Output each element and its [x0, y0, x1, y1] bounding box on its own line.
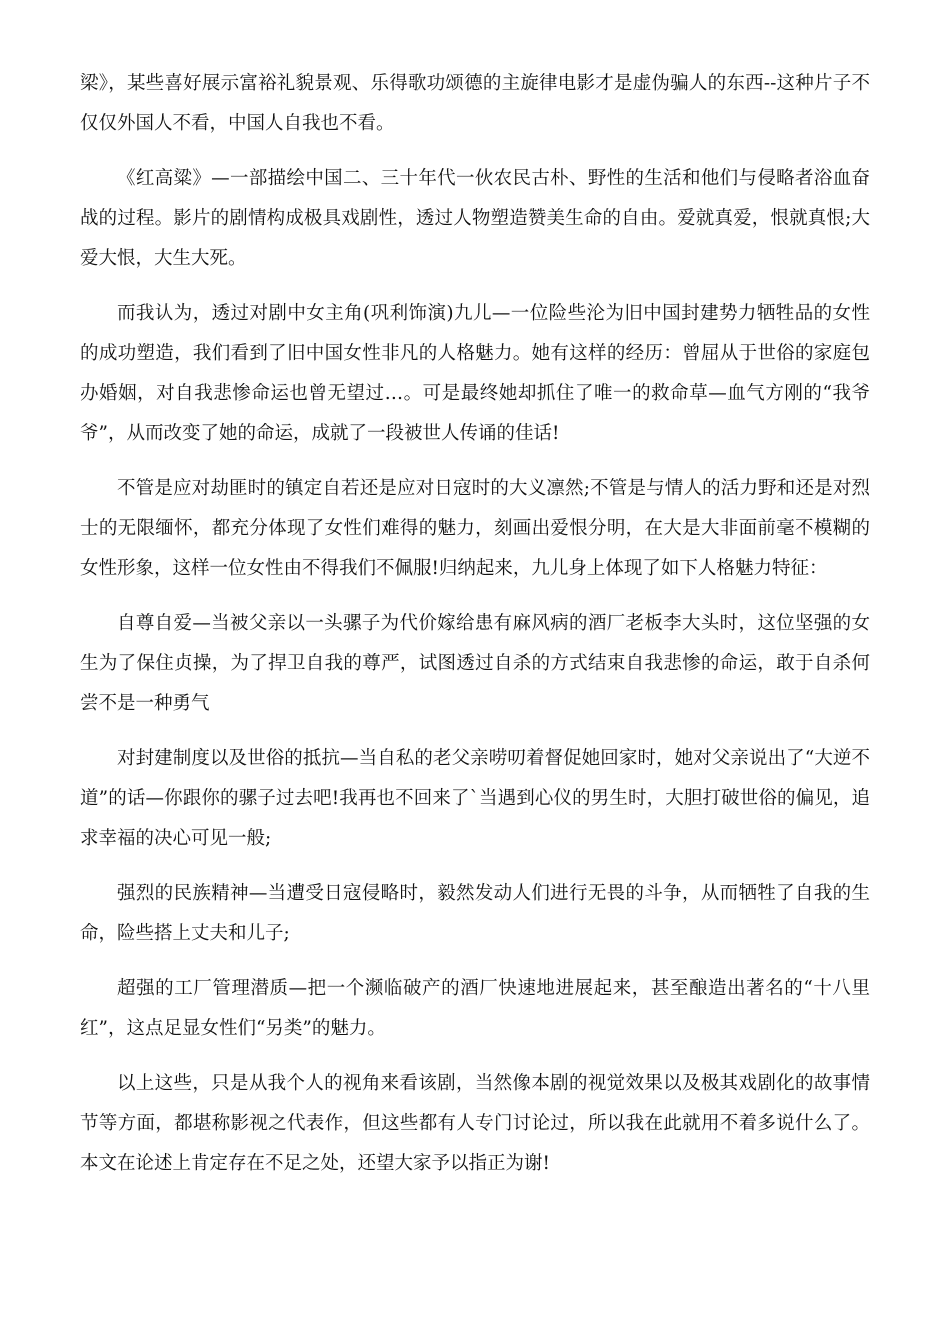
paragraph-national-spirit: 强烈的民族精神—当遭受日寇侵略时，毅然发动人们进行无畏的斗争，从而牺牲了自我的生命，险些搭上丈夫和儿子; — [80, 883, 870, 944]
paragraph-self-respect: 自尊自爱—当被父亲以一头骡子为代价嫁给患有麻风病的酒厂老板李大头时，这位坚强的女生为了保住贞操，为了捍卫自我的尊严，试图透过自杀的方式结束自我悲惨的命运，敢于自杀何尝不是一种勇气 — [80, 613, 870, 714]
paragraph-continuation: 梁》，某些喜好展示富裕礼貌景观、乐得歌功颂德的主旋律电影才是虚伪骗人的东西--这种片子不仅仅外国人不看，中国人自我也不看。 — [80, 73, 870, 134]
paragraph-resistance: 对封建制度以及世俗的抵抗—当自私的老父亲唠叨着督促她回家时，她对父亲说出了“大逆不道”的话—你跟你的骡子过去吧!我再也不回来了`当遇到心仪的男生时，大胆打破世俗的偏见，追求幸福的决心可见一般; — [80, 748, 870, 849]
paragraph-charm-overview: 不管是应对劫匪时的镇定自若还是应对日寇时的大义凛然;不管是与情人的活力野和还是对烈士的无限缅怀，都充分体现了女性们难得的魅力，刻画出爱恨分明，在大是大非面前毫不模糊的女性形象，这样一位女性由不得我们不佩服!归纳起来，九儿身上体现了如下人格魅力特征： — [80, 478, 870, 579]
paragraph-management: 超强的工厂管理潜质—把一个濒临破产的酒厂快速地进展起来，甚至酿造出著名的“十八里红”，这点足显女性们“另类”的魅力。 — [80, 978, 870, 1039]
paragraph-heroine-intro: 而我认为，透过对剧中女主角(巩利饰演)九儿—一位险些沦为旧中国封建势力牺牲品的女性的成功塑造，我们看到了旧中国女性非凡的人格魅力。她有这样的经历：曾屈从于世俗的家庭包办婚姻，对自我悲惨命运也曾无望过…。可是最终她却抓住了唯一的救命草—血气方刚的“我爷爷”，从而改变了她的命运，成就了一段被世人传诵的佳话! — [80, 303, 870, 444]
document-body — [80, 64, 870, 1199]
paragraph-film-summary: 《红高粱》—一部描绘中国二、三十年代一伙农民古朴、野性的生活和他们与侵略者浴血奋战的过程。影片的剧情构成极具戏剧性，透过人物塑造赞美生命的自由。爱就真爱，恨就真恨;大爱大恨，大生大死。 — [80, 168, 870, 269]
paragraph-conclusion: 以上这些，只是从我个人的视角来看该剧，当然像本剧的视觉效果以及极其戏剧化的故事情节等方面，都堪称影视之代表作，但这些都有人专门讨论过，所以我在此就用不着多说什么了。本文在论述上肯定存在不足之处，还望大家予以指正为谢! — [80, 1073, 870, 1174]
